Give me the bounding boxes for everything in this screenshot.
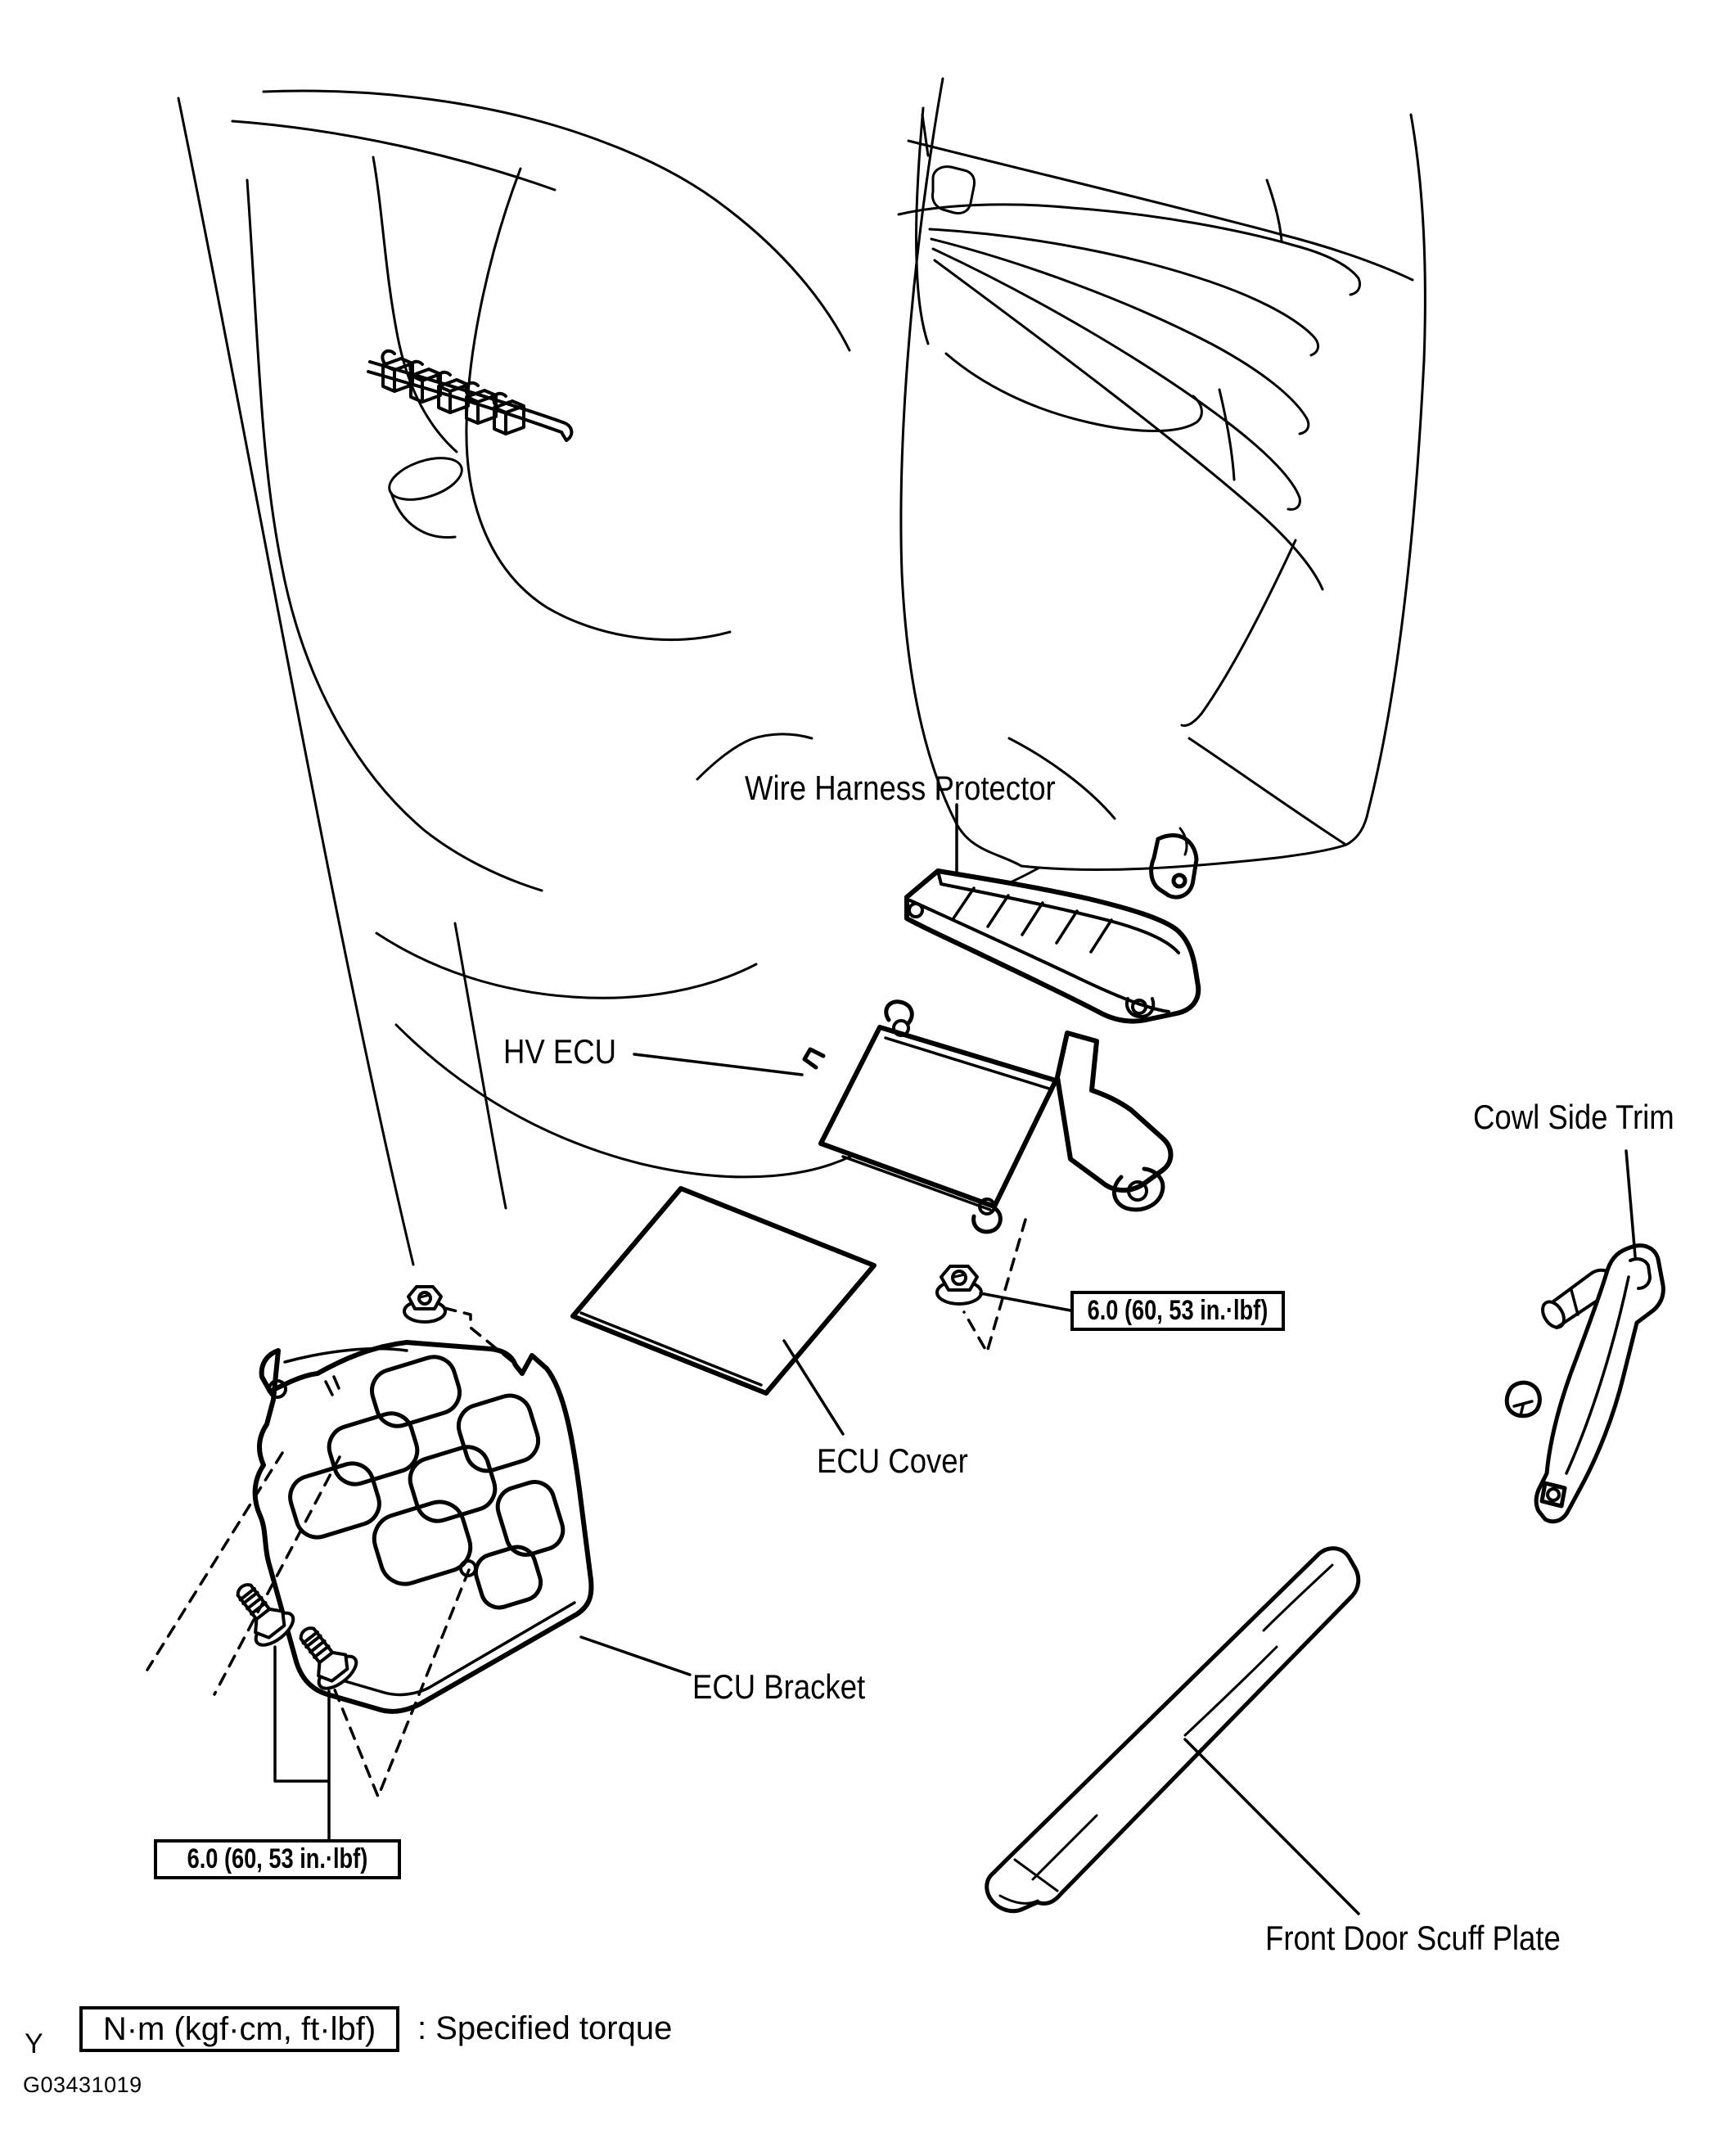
legend-unit-text: N·m (kgf·cm, ft·lbf) bbox=[102, 2010, 376, 2047]
torque-value: 6.0 (60, 53 in.·lbf) bbox=[1087, 1295, 1269, 1326]
flange-nut-icon bbox=[404, 1287, 445, 1322]
page-marker: Y bbox=[25, 2028, 43, 2059]
hv-ecu-leader bbox=[634, 1054, 802, 1075]
front-door-scuff-plate-label: Front Door Scuff Plate bbox=[1265, 1919, 1561, 1957]
front-door-scuff-plate-leader bbox=[1185, 1739, 1359, 1914]
flange-nut-icon bbox=[937, 1266, 981, 1304]
trim-clip-icon bbox=[1507, 1382, 1539, 1416]
hv-ecu-label: HV ECU bbox=[503, 1032, 617, 1071]
torque-value: 6.0 (60, 53 in.·lbf) bbox=[187, 1843, 368, 1874]
ecu-cover-drawing bbox=[573, 1189, 874, 1393]
cowl-side-trim-label: Cowl Side Trim bbox=[1473, 1098, 1674, 1136]
torque-callout-hv-ecu-nut bbox=[1070, 1291, 1285, 1331]
door-striker-icon bbox=[1151, 828, 1196, 897]
ecu-bracket-leader bbox=[581, 1637, 690, 1675]
ecu-cover-label: ECU Cover bbox=[817, 1441, 968, 1480]
ecu-bracket-label: ECU Bracket bbox=[692, 1667, 866, 1706]
ecu-bracket-drawing bbox=[255, 1342, 592, 1712]
wire-harness-protector-drawing bbox=[907, 871, 1198, 1022]
legend-unit-box bbox=[79, 2006, 399, 2052]
cowl-side-trim-drawing bbox=[1507, 1246, 1663, 1522]
torque-callout-1-leader bbox=[980, 1293, 1070, 1310]
legend-meaning: : Specified torque bbox=[417, 2010, 673, 2046]
wire-harness-protector-label: Wire Harness Protector bbox=[745, 769, 1056, 807]
hv-ecu-drawing bbox=[804, 1002, 1171, 1232]
torque-callout-ecu-bracket-bolts bbox=[154, 1839, 401, 1879]
ecu-cover-leader bbox=[784, 1341, 843, 1434]
figure-code: G03431019 bbox=[23, 2073, 142, 2097]
cowl-side-trim-leader bbox=[1626, 1151, 1635, 1256]
